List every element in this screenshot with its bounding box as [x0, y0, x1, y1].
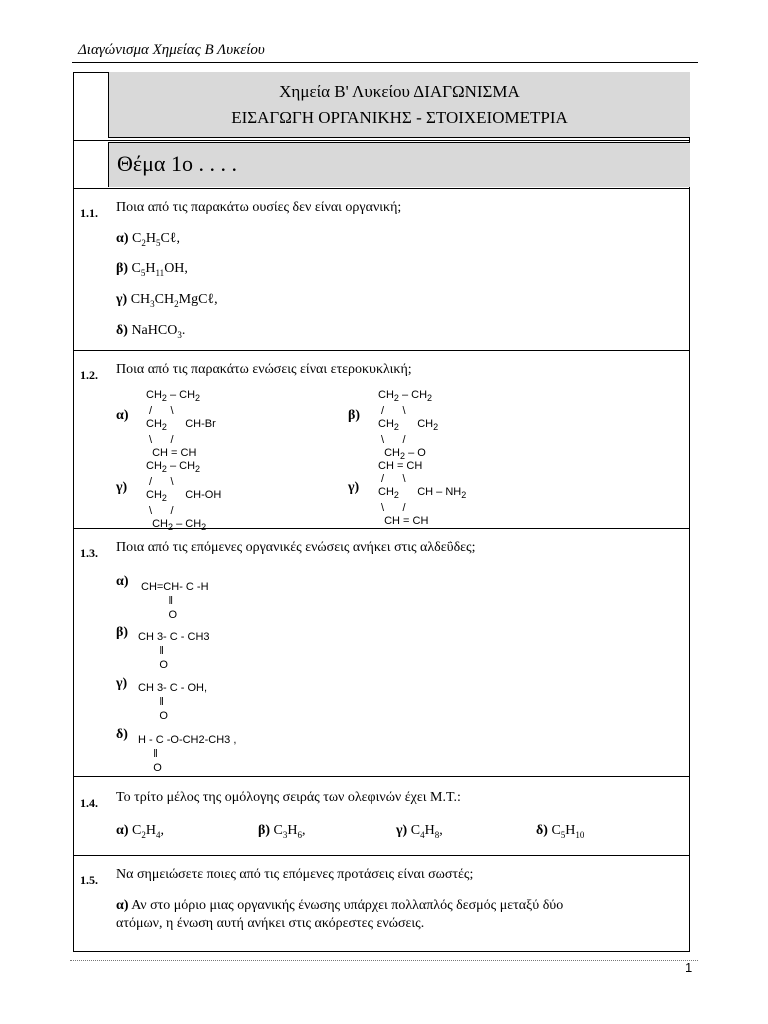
- title-box: [108, 72, 690, 138]
- molecule-structure: $CH_2 - CH_2$ / \ $CH_2$ CH-OH \ / $CH_2 - CH_2$: [146, 460, 222, 533]
- option-label: β): [116, 625, 129, 640]
- question-number: 1.2.: [80, 368, 98, 382]
- option-label: β): [348, 408, 361, 423]
- option-text: NaHCO$_3$.: [131, 323, 186, 340]
- option-text: $C_5H_{11}OH$,: [131, 261, 188, 278]
- title-line2: ΕΙΣΑΓΩΓΗ ΟΡΓΑΝΙΚΗΣ - ΣΤΟΙΧΕΙΟΜΕΤΡΙΑ: [231, 108, 568, 127]
- option-label: δ): [116, 727, 128, 742]
- option-text: $C_2H_4$,: [131, 823, 164, 840]
- aldehyde-structure: CH 3- C - OH, ‖ O: [138, 682, 208, 722]
- option-a: α) $C_2H_4$,: [116, 823, 164, 840]
- option-text: $CH_3CH_2MgC\ell$,: [130, 292, 218, 309]
- option-text: $C_3H_6$,: [273, 823, 306, 840]
- aldehyde-structure: H - C -O-CH2-CH3 , ‖ O: [138, 734, 237, 774]
- divider: [73, 855, 690, 856]
- aldehyde-structure: CH=CH- C -H ‖ O: [141, 581, 209, 621]
- option-b: β) $C_5H_{11}OH$,: [116, 261, 188, 278]
- question-text: Το τρίτο μέλος της ομόλογης σειράς των ολεφινών έχει Μ.Τ.:: [116, 790, 461, 805]
- page-number: 1: [685, 960, 693, 975]
- option-label: γ): [116, 676, 128, 691]
- question-number: 1.3.: [80, 546, 98, 560]
- thema-box: [108, 142, 690, 187]
- option-label: γ): [116, 480, 128, 495]
- question-number: 1.5.: [80, 873, 98, 887]
- option-c: γ) $CH_3CH_2MgC\ell$,: [116, 292, 218, 309]
- question-text: Ποια από τις επόμενες οργανικές ενώσεις ανήκει στις αλδεΰδες;: [116, 540, 476, 555]
- option-text: $C_5H_{10}$: [551, 823, 585, 840]
- footer-rule: [70, 960, 698, 961]
- option-c: γ) $C_4H_8$,: [396, 823, 443, 840]
- divider: [73, 350, 690, 351]
- question-text: Να σημειώσετε ποιες από τις επόμενες προτάσεις είναι σωστές;: [116, 867, 474, 882]
- option-label: α): [116, 408, 129, 423]
- divider: [73, 188, 690, 189]
- header-rule: [72, 62, 698, 63]
- molecule-structure: CH = CH / \ $CH_2$ CH – $NH_2$ \ / CH = CH: [378, 460, 467, 528]
- statement-a-cont: ατόμων, η ένωση αυτή ανήκει στις ακόρεστες ενώσεις.: [116, 916, 425, 931]
- question-text: Ποια από τις παρακάτω ενώσεις είναι ετεροκυκλική;: [116, 362, 412, 377]
- question-text: Ποια από τις παρακάτω ουσίες δεν είναι οργανική;: [116, 200, 402, 215]
- option-d: δ) NaHCO$_3$.: [116, 323, 186, 340]
- option-a: α) $C_2H_5C\ell$,: [116, 231, 180, 248]
- option-text: $C_2H_5C\ell$,: [131, 231, 180, 248]
- question-number: 1.4.: [80, 796, 98, 810]
- molecule-structure: $CH_2 - CH_2$ / \ $CH_2$ CH-Br \ / CH = CH: [146, 389, 216, 460]
- statement-text: Αν στο μόριο μιας οργανικής ένωσης υπάρχει πολλαπλός δεσμός μεταξύ δύο: [131, 898, 564, 913]
- page-header: Διαγώνισμα Χημείας Β Λυκείου: [78, 42, 265, 58]
- option-label: γ): [348, 480, 360, 495]
- thema-heading: Θέμα 1ο . . . .: [117, 151, 237, 176]
- statement-a: α) Αν στο μόριο μιας οργανικής ένωσης υπάρχει πολλαπλός δεσμός μεταξύ δύο: [116, 898, 564, 913]
- option-label: α): [116, 574, 129, 589]
- divider: [73, 776, 690, 777]
- divider: [73, 140, 690, 141]
- question-number: 1.1.: [80, 206, 98, 220]
- aldehyde-structure: CH 3- C - CH3 ‖ O: [138, 631, 210, 671]
- molecule-structure: $CH_2 - CH_2$ / \ $CH_2$ $CH_2$ \ / $CH_2$ – O: [378, 389, 439, 462]
- option-text: $C_4H_8$,: [410, 823, 443, 840]
- title-line1: Χημεία Β' Λυκείου ΔΙΑΓΩΝΙΣΜΑ: [279, 82, 520, 101]
- divider: [73, 528, 690, 529]
- option-b: β) $C_3H_6$,: [258, 823, 306, 840]
- option-d: δ) $C_5H_{10}$: [536, 823, 585, 840]
